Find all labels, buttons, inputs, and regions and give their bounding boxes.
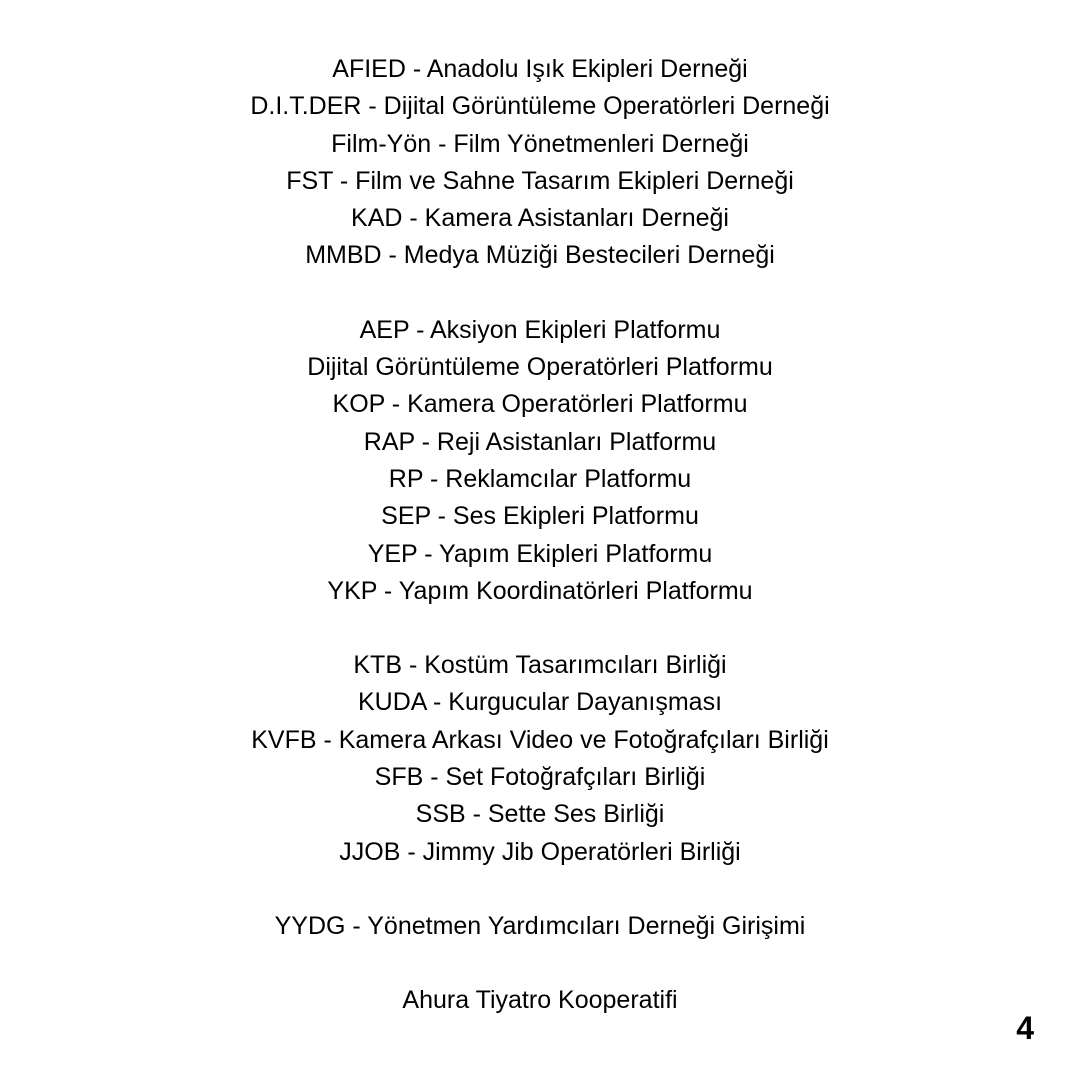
list-item: D.I.T.DER - Dijital Görüntüleme Operatörleri Derneği <box>250 92 830 121</box>
list-item: KVFB - Kamera Arkası Video ve Fotoğrafçıları Birliği <box>251 725 829 754</box>
list-item: KUDA - Kurgucular Dayanışması <box>357 688 723 717</box>
list-item: RP - Reklamcılar Platformu <box>388 464 692 493</box>
list-item: YKP - Yapım Koordinatörleri Platformu <box>327 576 753 605</box>
list-item: KAD - Kamera Asistanları Derneği <box>351 204 729 233</box>
list-item: Film-Yön - Film Yönetmenleri Derneği <box>331 129 749 158</box>
initiatives-group <box>0 908 1080 945</box>
list-item: KTB - Kostüm Tasarımcıları Birliği <box>353 651 727 680</box>
platforms-group <box>0 312 1080 610</box>
list-item: AEP - Aksiyon Ekipleri Platformu <box>359 315 721 344</box>
list-item: SFB - Set Fotoğrafçıları Birliği <box>374 763 706 792</box>
list-item: AFIED - Anadolu Işık Ekipleri Derneği <box>332 55 748 83</box>
cooperatives-group <box>0 982 1080 1019</box>
list-item: FST - Film ve Sahne Tasarım Ekipleri Derneği <box>286 166 794 195</box>
unions-group <box>0 647 1080 871</box>
list-item: RAP - Reji Asistanları Platformu <box>363 427 717 456</box>
list-item: SSB - Sette Ses Birliği <box>415 800 665 829</box>
list-item: KOP - Kamera Operatörleri Platformu <box>332 390 748 419</box>
page-number: 4 <box>1016 1010 1034 1046</box>
list-item: SEP - Ses Ekipleri Platformu <box>381 502 699 531</box>
list-item: JJOB - Jimmy Jib Operatörleri Birliği <box>339 837 741 866</box>
list-item: Ahura Tiyatro Kooperatifi <box>402 986 678 1015</box>
associations-group <box>0 51 1080 275</box>
organization-list <box>0 51 1080 1020</box>
list-item: MMBD - Medya Müziği Bestecileri Derneği <box>305 241 775 270</box>
list-item: YYDG - Yönetmen Yardımcıları Derneği Girişimi <box>274 911 806 940</box>
list-item: Dijital Görüntüleme Operatörleri Platformu <box>307 353 773 382</box>
list-item: YEP - Yapım Ekipleri Platformu <box>367 539 713 568</box>
